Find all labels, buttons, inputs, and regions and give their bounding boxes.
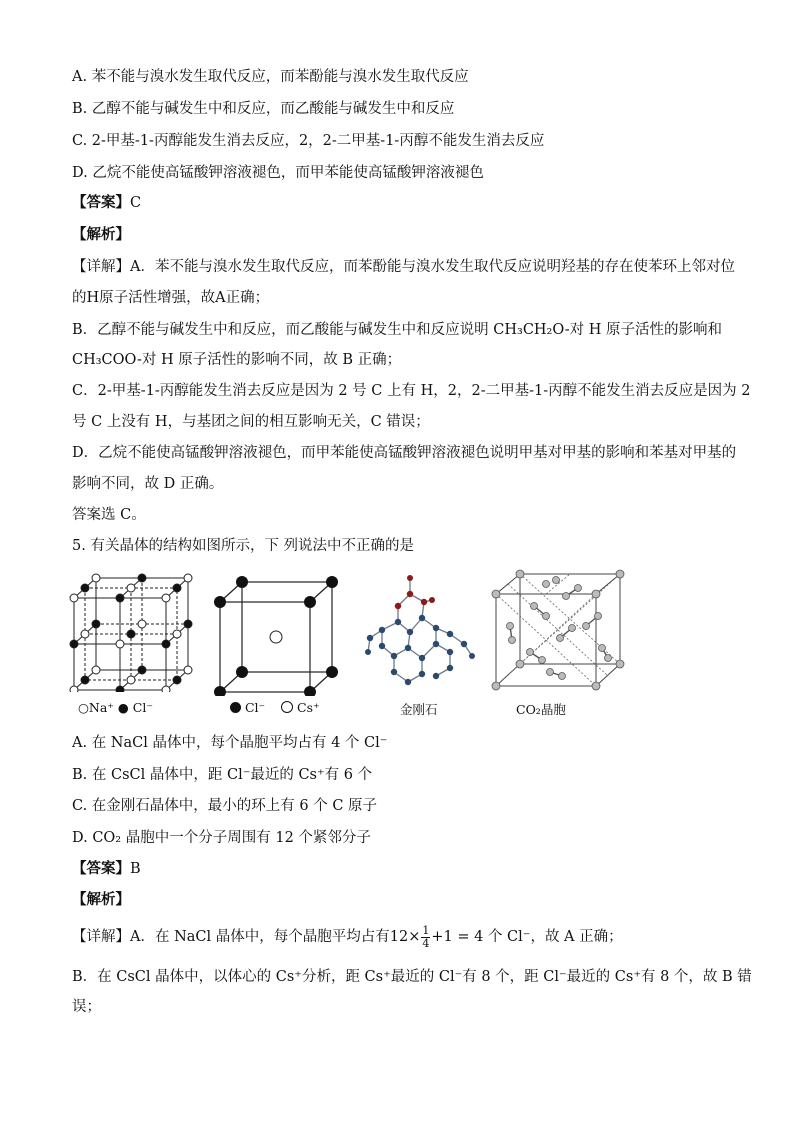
q5-option-a: A. 在 NaCl 晶体中，每个晶胞平均占有 4 个 Cl⁻ <box>72 735 388 751</box>
cs-circle-icon <box>281 701 293 713</box>
detail-a-math-pre: 12× <box>389 929 421 945</box>
q4-detail-1b: 的H原子活性增强，故A正确； <box>72 290 270 306</box>
q5-detail-a <box>72 924 623 950</box>
q4-option-d: D. 乙烷不能使高锰酸钾溶液褪色，而甲苯能使高锰酸钾溶液褪色 <box>72 165 484 181</box>
answer-tag: 【答案】 <box>72 194 130 211</box>
detail-a-post: 个 Cl⁻，故 A 正确； <box>487 929 623 945</box>
co2-unit-cell <box>490 566 630 694</box>
answer-value: C <box>130 195 142 211</box>
cs-legend: Cs⁺ <box>297 700 320 715</box>
co2-caption: CO₂晶胞 <box>516 702 566 717</box>
q5-detail-b-2: 误； <box>72 999 101 1015</box>
nacl-unit-cell <box>68 572 198 692</box>
crystal-structures-figure <box>60 566 740 716</box>
na-legend: ○Na⁺ <box>78 700 114 715</box>
q5-detail-b-1: B．在 CsCl 晶体中，以体心的 Cs⁺分析，距 Cs⁺最近的 Cl⁻有 8 个，距 Cl⁻最近的 Cs⁺有 8 个，故 B 错 <box>72 969 752 985</box>
q4-detail-3b: 号 C 上没有 H，与基团之间的相互影响无关，C 错误； <box>72 414 430 430</box>
answer-value: B <box>130 861 141 877</box>
q4-detail-4b: 影响不同，故 D 正确。 <box>72 476 224 492</box>
cscl-caption <box>230 700 320 715</box>
q4-detail-4a: D．乙烷不能使高锰酸钾溶液褪色，而甲苯能使高锰酸钾溶液褪色说明甲基对甲基的影响和苯基对甲基的 <box>72 445 737 461</box>
q4-analysis-tag: 【解析】 <box>72 226 130 243</box>
fraction-one-quarter <box>421 925 430 950</box>
q4-detail-3a: C．2-甲基-1-丙醇能发生消去反应是因为 2 号 C 上有 H，2，2-二甲基-1-丙醇不能发生消去反应是因为 2 <box>72 383 751 399</box>
q5-option-d: D. CO₂ 晶胞中一个分子周围有 12 个紧邻分子 <box>72 830 371 846</box>
q4-detail-2b: CH₃COO-对 H 原子活性的影响不同，故 B 正确； <box>72 352 402 368</box>
detail-a-pre: 【详解】A．在 NaCl 晶体中，每个晶胞平均占有 <box>72 929 390 945</box>
q4-detail-2a: B．乙醇不能与碱发生中和反应，而乙酸能与碱发生中和反应说明 CH₃CH₂O-对 H 原子活性的影响和 <box>72 322 723 338</box>
q5-stem: 5. 有关晶体的结构如图所示，下 列说法中不正确的是 <box>72 538 415 554</box>
answer-tag: 【答案】 <box>72 860 130 877</box>
q4-detail-1a: 【详解】A．苯不能与溴水发生取代反应，而苯酚能与溴水发生取代反应说明羟基的存在使苯环上邻对位 <box>72 259 735 275</box>
detail-a-math-post: +1 = 4 <box>431 929 484 945</box>
diamond-caption: 金刚石 <box>400 702 438 717</box>
q5-option-b: B. 在 CsCl 晶体中，距 Cl⁻最近的 Cs⁺有 6 个 <box>72 767 373 783</box>
q4-option-a: A. 苯不能与溴水发生取代反应，而苯酚能与溴水发生取代反应 <box>72 69 469 85</box>
nacl-caption <box>78 700 153 715</box>
cl-legend: ● Cl⁻ <box>117 700 153 715</box>
q4-conclusion: 答案选 C。 <box>72 507 146 523</box>
q4-option-c: C. 2-甲基-1-丙醇能发生消去反应，2，2-二甲基-1-丙醇不能发生消去反应 <box>72 133 545 149</box>
cl-legend-cscl: Cl⁻ <box>244 700 266 715</box>
q5-analysis-tag: 【解析】 <box>72 891 130 908</box>
q4-option-b: B. 乙醇不能与碱发生中和反应，而乙酸能与碱发生中和反应 <box>72 101 455 117</box>
cl-dot-icon <box>230 702 241 713</box>
frac-numerator: 1 <box>422 923 430 937</box>
q5-option-c: C. 在金刚石晶体中，最小的环上有 6 个 C 原子 <box>72 798 378 814</box>
diamond-structure <box>360 572 480 692</box>
q5-answer <box>72 859 141 879</box>
cscl-unit-cell <box>212 576 342 696</box>
frac-denominator: 4 <box>422 936 430 950</box>
q4-answer <box>72 193 141 213</box>
